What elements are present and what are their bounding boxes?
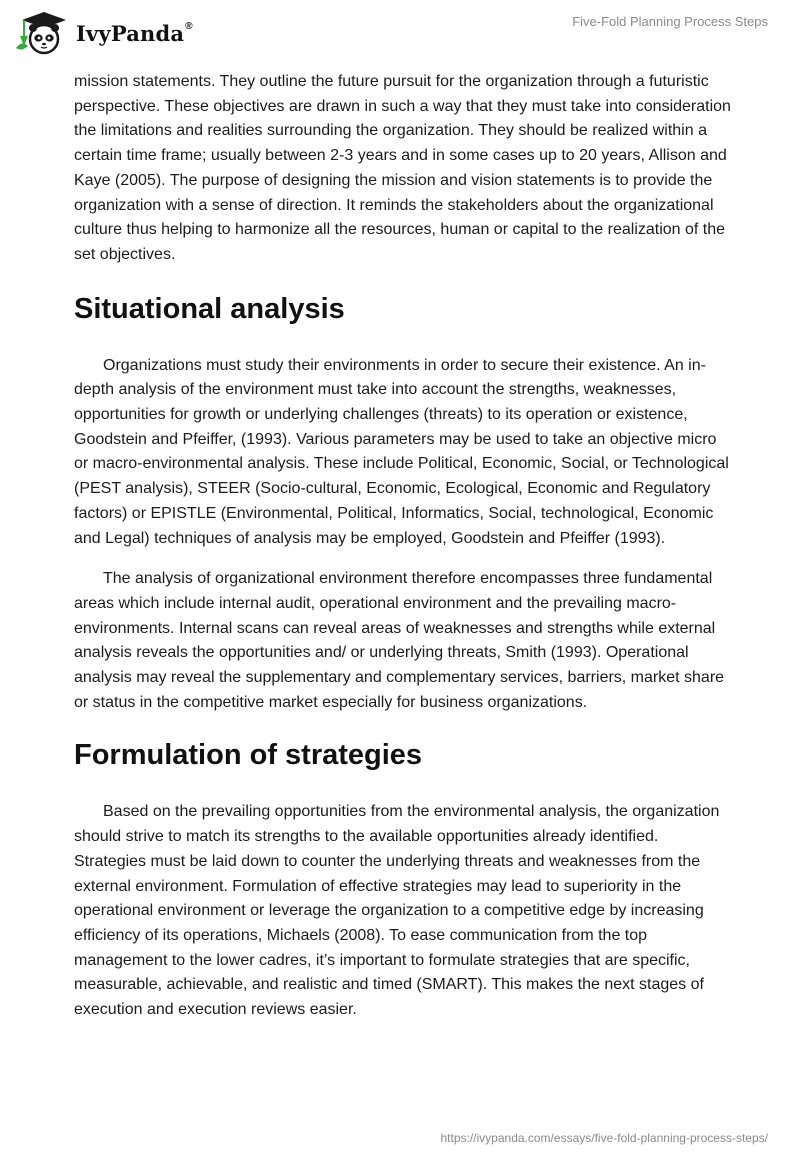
formulation-paragraph-1: Based on the prevailing opportunities from the environmental analysis, the organization should strive to match its strengths to the available opportunities already identified. Strategies must be laid down to counter the underlying threats and weaknesses from the external environment. Formulation of effective strategies may lead to superiority in the operational environment or leverage the organization to a competitive edge by increasing efficiency of its operations, Michaels (2008). To ease communication from the top management to the lower cadres, it’s important to formulate strategies that are specific, measurable, achievable, and realistic and timed (SMART). This makes the next stages of execution and execution reviews easier. [74,803,720,1019]
document-title: Five-Fold Planning Process Steps [572,14,768,29]
brand-name: IvyPanda® [76,20,193,46]
situational-paragraph-1: Organizations must study their environments in order to secure their existence. An in-depth analysis of the environment must take into account the strengths, weaknesses, opportunities for growth or underlying challenges (threats) to its operation or existence, Goodstein and Pfeiffer, (1993). Various parameters may be used to take an objective micro or macro-environmental analysis. These include Political, Economic, Social, or Technological (PEST analysis), STEER (Socio-cultural, Economic, Ecological, Economic and Regulatory factors) or EPISTLE (Environmental, Political, Informatics, Social, technological, Economic and Legal) techniques of analysis may be employed, Goodstein and Pfeiffer (1993). [74,356,729,547]
page-header [0,0,800,70]
situational-paragraph-2: The analysis of organizational environment therefore encompasses three fundamental areas which include internal audit, operational environment and the prevailing macro-environments. Internal scans can reveal areas of weaknesses and strengths while external analysis reveals the opportunities and/ or underlying threats, Smith (1993). Operational analysis may reveal the supplementary and complementary services, barriers, market share or status in the competitive market especially for business organizations. [74,570,725,711]
panda-graduate-logo-icon [14,8,70,56]
section-heading-formulation-of-strategies: Formulation of strategies [74,739,423,772]
essay-body [74,70,734,1023]
registered-mark: ® [185,20,193,32]
intro-paragraph: mission statements. They outline the future pursuit for the organization through a futuristic perspective. These objectives are drawn in such a way that they must take into consideration the limitations and realities surrounding the organization. They should be realized within a certain time frame; usually between 2-3 years and in some cases up to 20 years, Allison and Kaye (2005). The purpose of designing the mission and vision statements is to provide the organization with a sense of direction. It reminds the stakeholders about the organizational culture thus helping to harmonize all the resources, human or capital to the realization of the set objectives. [74,73,731,263]
section-heading-situational-analysis: Situational analysis [74,292,345,325]
source-url[interactable]: https://ivypanda.com/essays/five-fold-planning-process-steps/ [440,1131,768,1145]
brand-logo[interactable] [14,8,193,56]
